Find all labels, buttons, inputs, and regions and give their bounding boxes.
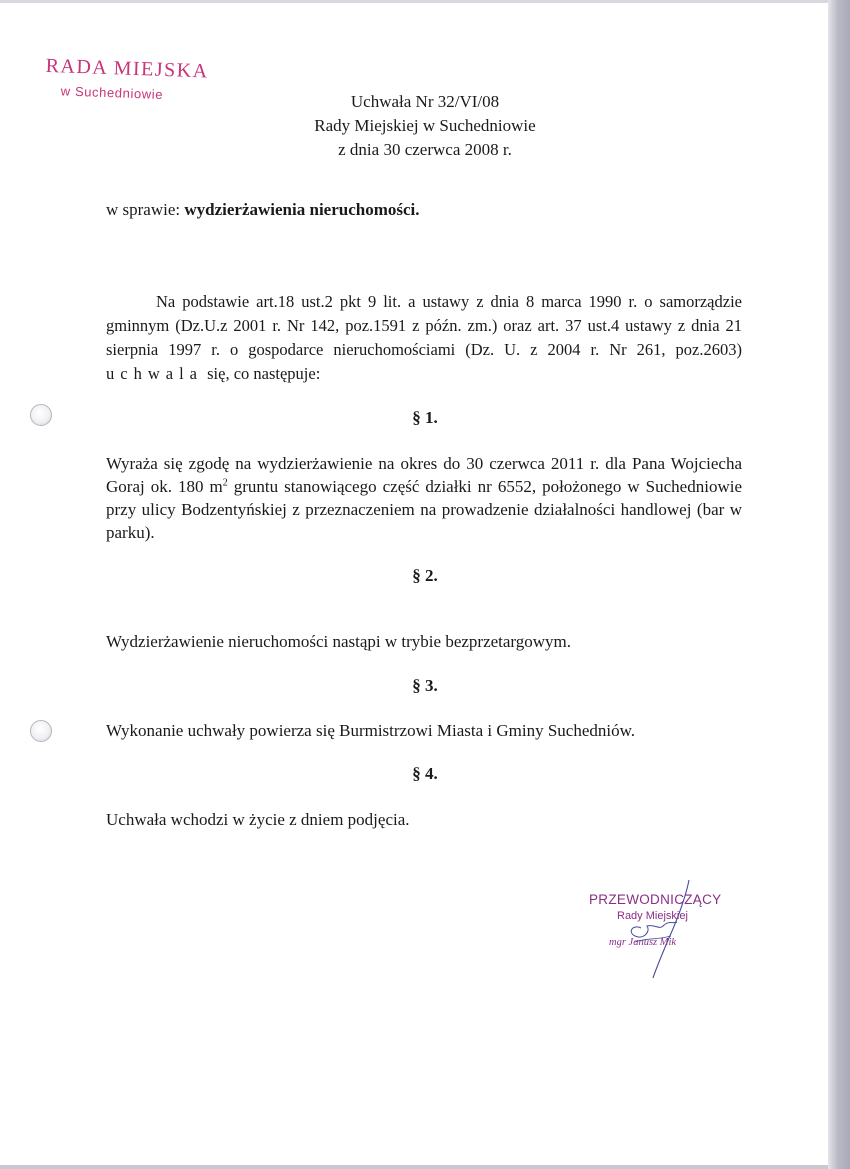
section-1-heading: § 1. — [412, 408, 438, 427]
section-3-text: Wykonanie uchwały powierza się Burmistrzowi Miasta i Gminy Suchedniów. — [106, 721, 636, 740]
stamp-line-1: RADA MIEJSKA — [45, 54, 209, 83]
punch-hole-top — [30, 404, 52, 426]
section-3-heading: § 3. — [412, 676, 438, 695]
section-2-heading: § 2. — [412, 566, 438, 585]
stamp-line-2: w Suchedniowie — [60, 83, 164, 102]
legal-basis-text: Na podstawie art.18 ust.2 pkt 9 lit. a ustawy z dnia 8 marca 1990 r. o samorządzie gminnym (Dz.U.z 2001 r. Nr 142, poz.1591 z późn. zm.) oraz art. 37 ust.4 ustawy z dnia 21 sierpnia 1997 r. o gospodarce nieruchomościami (Dz. U. z 2004 r. Nr 261, poz.2603) — [106, 292, 742, 359]
legal-basis-ending: się, co następuje: — [202, 364, 321, 383]
section-4-text: Uchwała wchodzi w życie z dniem podjęcia. — [106, 810, 410, 829]
resolves-keyword: uchwala — [106, 364, 203, 383]
section-1-text-end: gruntu stanowiącego część działki nr 6552, położonego w Suchedniowie przy ulicy Bodzentyńskiej z przeznaczeniem na prowadzenie działalności handlowej (bar w parku). — [106, 477, 742, 542]
section-1-text-start: Wyraża się zgodę na wydzierżawienie na okres do 30 czerwca 2011 r. dla Pana Wojciecha Goraj ok. 180 m — [106, 454, 742, 496]
resolution-date: z dnia 30 czerwca 2008 r. — [338, 140, 512, 159]
section-1-text — [106, 452, 742, 544]
scan-edge-top — [0, 0, 828, 3]
scan-edge-right — [828, 0, 850, 1169]
chairman-council: Rady Miejskiej — [617, 910, 688, 922]
scan-edge-bottom — [0, 1165, 828, 1169]
punch-hole-bottom — [30, 720, 52, 742]
square-meter-superscript: 2 — [222, 477, 228, 489]
chairman-title: PRZEWODNICZĄCY — [589, 892, 722, 907]
section-4-heading: § 4. — [412, 764, 438, 783]
issuing-body: Rady Miejskiej w Suchedniowie — [314, 116, 536, 135]
resolution-header — [250, 90, 600, 162]
council-stamp — [36, 54, 236, 102]
section-2-text: Wydzierżawienie nieruchomości nastąpi w trybie bezprzetargowym. — [106, 632, 572, 651]
subject-title: wydzierżawienia nieruchomości. — [184, 200, 420, 219]
chairman-name: mgr Janusz Mik — [609, 937, 677, 948]
handwritten-signature — [585, 880, 745, 980]
legal-basis-paragraph — [106, 290, 742, 386]
resolution-subject — [106, 200, 420, 220]
subject-prefix: w sprawie: — [106, 200, 185, 219]
resolution-number: Uchwała Nr 32/VI/08 — [350, 92, 500, 111]
chairman-signature-block — [585, 880, 745, 980]
